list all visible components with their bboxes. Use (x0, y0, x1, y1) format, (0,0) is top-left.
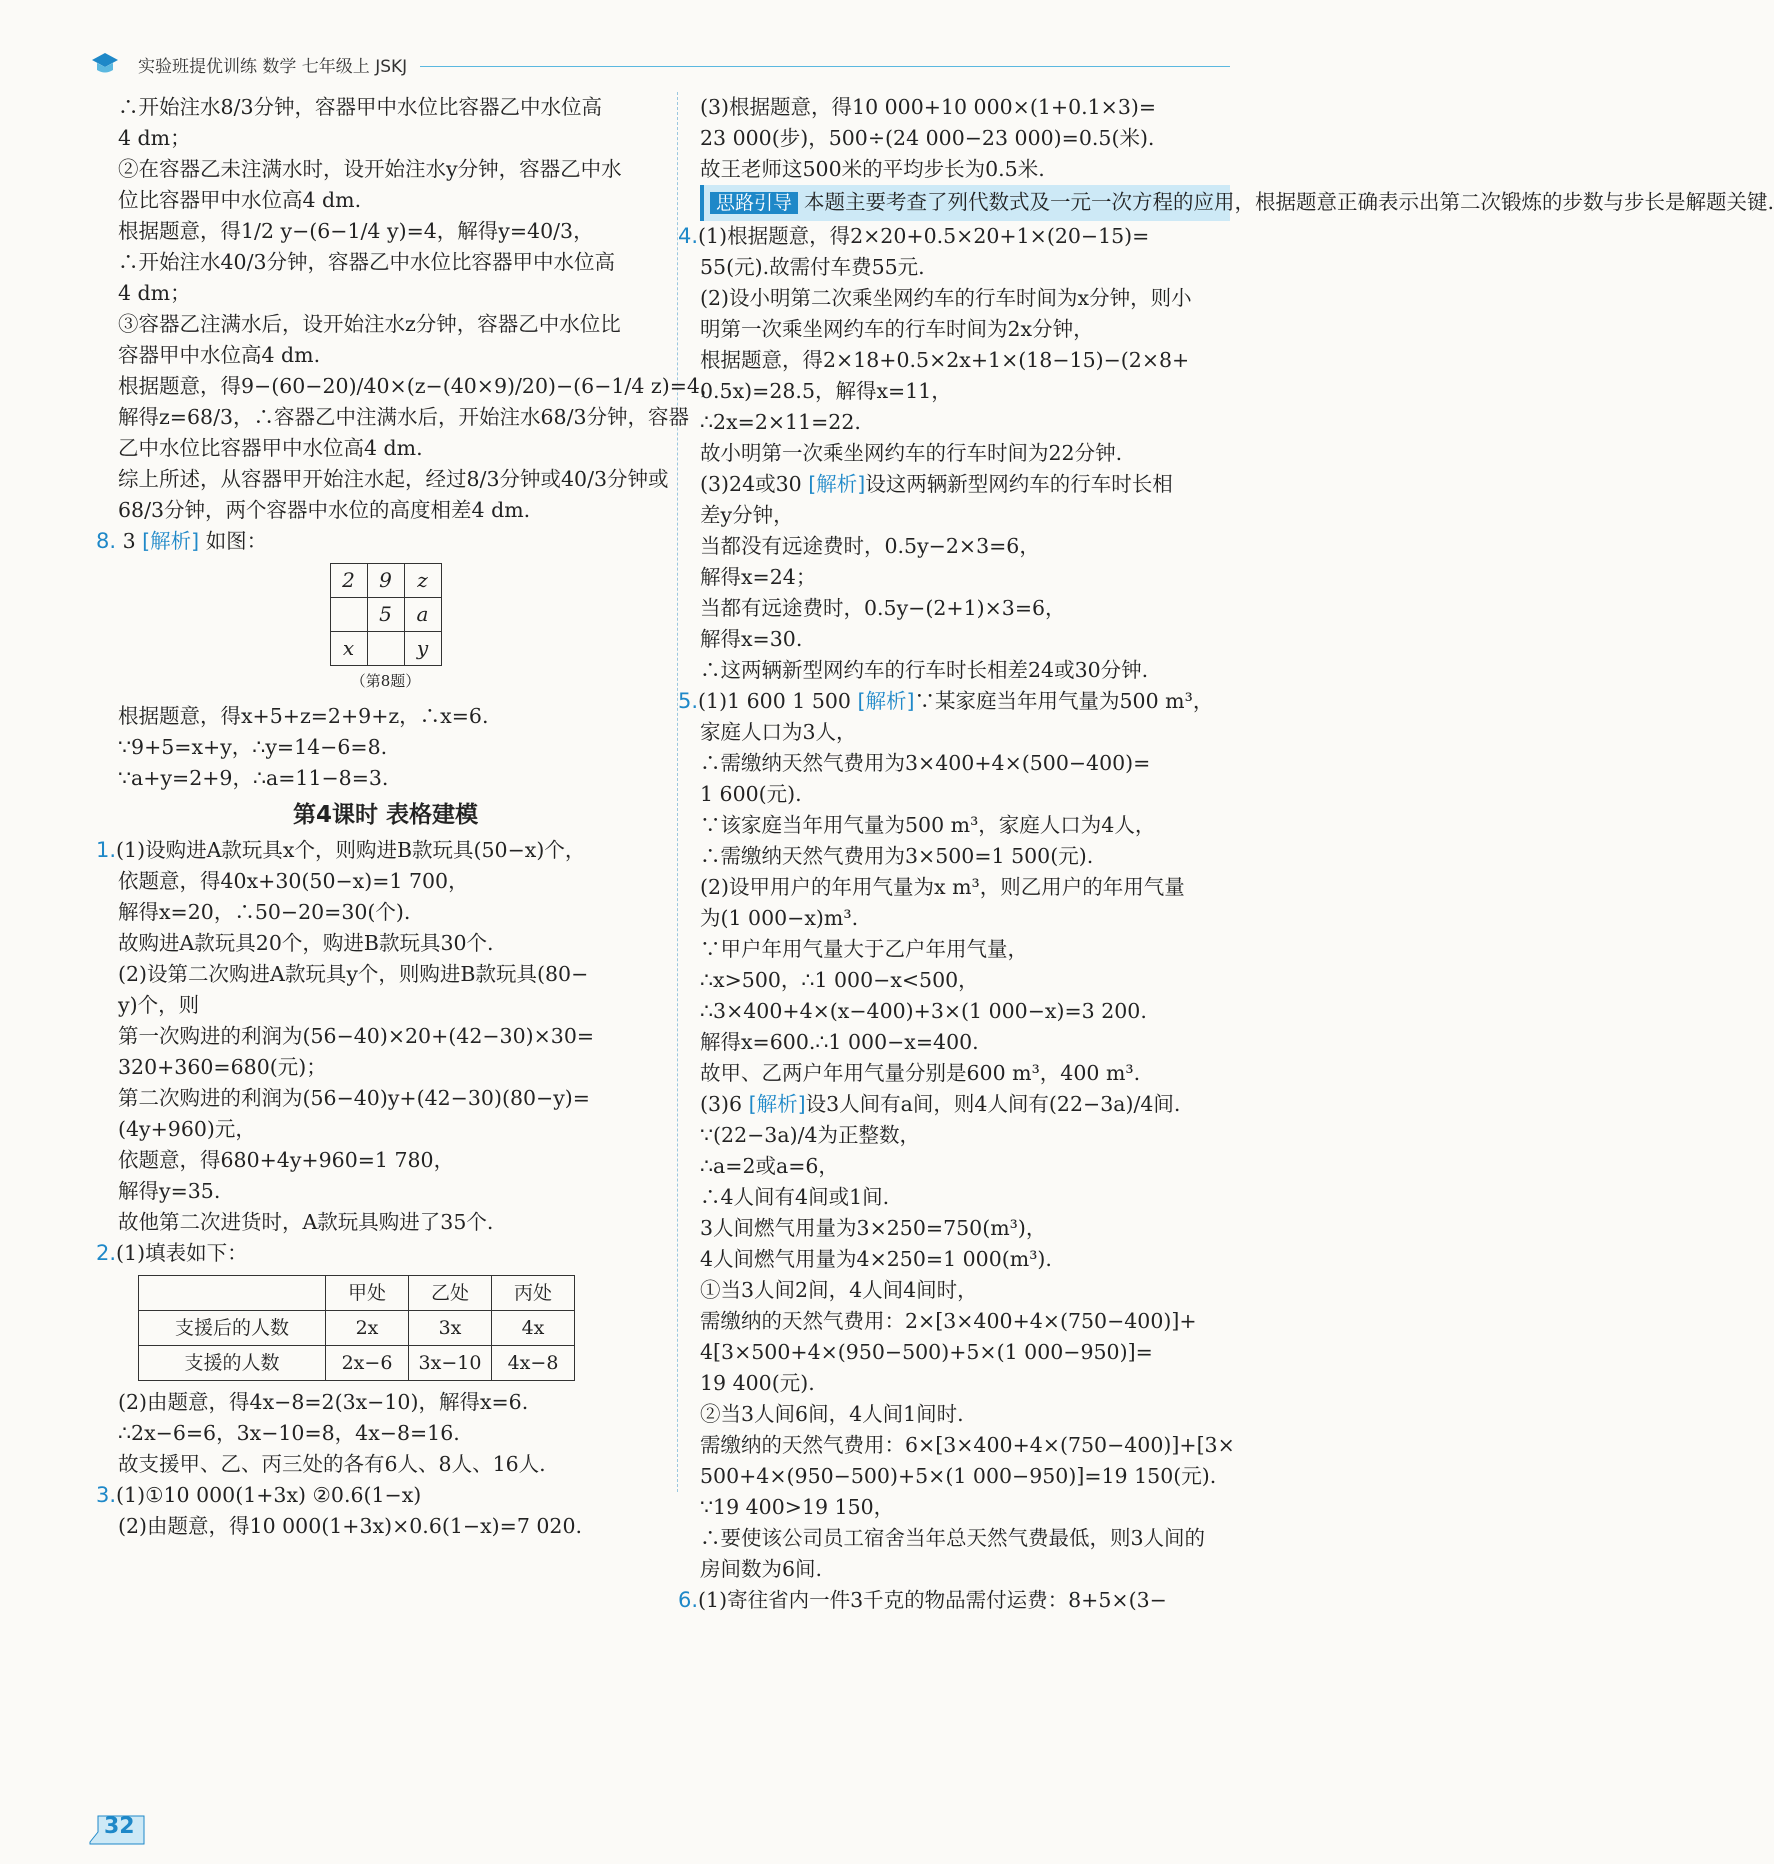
text-line: 4 dm； (118, 281, 191, 305)
text-line: 故甲、乙两户年用气量分别是600 m³，400 m³. (700, 1061, 1141, 1085)
text-line: ∴需缴纳天然气费用为3×400+4×(500−400)= (700, 751, 1151, 775)
text-line: (1)设购进A款玩具x个，则购进B款玩具(50−x)个， (116, 838, 586, 862)
right-column (678, 92, 1774, 1616)
text-line: y)个，则 (118, 993, 200, 1017)
question-2 (96, 1238, 653, 1480)
text-line: ∵(22−3a)/4为正整数， (700, 1123, 921, 1147)
text-line: ②在容器乙未注满水时，设开始注水y分钟，容器乙中水 (118, 157, 622, 181)
grid-cell: z (404, 564, 441, 598)
text-line: 根据题意，得1/2 y−(6−1/4 y)=4，解得y=40/3， (118, 219, 594, 243)
text-line: ②当3人间6间，4人间1间时. (700, 1402, 964, 1426)
text-line: ∴2x=2×11=22. (700, 410, 861, 434)
text-line: (2)设第二次购进A款玩具y个，则购进B款玩具(80− (118, 962, 589, 986)
text-line: 解得x=600.∴1 000−x=400. (700, 1030, 979, 1054)
text-line: 差y分钟， (700, 503, 794, 527)
text-line: 故王老师这500米的平均步长为0.5米. (700, 157, 1045, 181)
text-line: ∵9+5=x+y，∴y=14−6=8. (118, 735, 388, 759)
text-line: 位比容器甲中水位高4 dm. (118, 188, 362, 212)
table-row (139, 1346, 575, 1381)
q3-continuation (700, 92, 1230, 185)
text-line: 23 000(步)，500÷(24 000−23 000)=0.5(米). (700, 126, 1155, 150)
answer: (3)6 (700, 1092, 743, 1116)
page-number: 32 (104, 1814, 135, 1839)
text-line: 19 400(元). (700, 1371, 815, 1395)
table-cell: 3x (409, 1311, 492, 1346)
question-3 (96, 1480, 653, 1542)
section-title: 第4课时 表格建模 (292, 802, 478, 828)
text-line: (4y+960)元， (118, 1117, 256, 1141)
q7-continuation (118, 92, 721, 526)
table-cell: 2x (326, 1311, 409, 1346)
answer: 3 (122, 529, 136, 553)
table-cell: 2x−6 (326, 1346, 409, 1381)
text-line: ∴开始注水40/3分钟，容器乙中水位比容器甲中水位高 (118, 250, 616, 274)
text-line: ∵a+y=2+9，∴a=11−8=3. (118, 766, 389, 790)
text-line: 需缴纳的天然气费用：6×[3×400+4×(750−400)]+[3× (700, 1433, 1235, 1457)
text-line: 房间数为6间. (700, 1557, 823, 1581)
question-1 (96, 835, 653, 1238)
question-number: 8. (96, 529, 117, 553)
text-line: 第二次购进的利润为(56−40)y+(42−30)(80−y)= (118, 1086, 590, 1110)
table-cell: 支援的人数 (139, 1346, 326, 1381)
text-line: ∴这两辆新型网约车的行车时长相差24或30分钟. (700, 658, 1149, 682)
table-cell: 4x−8 (492, 1346, 575, 1381)
text-line: (2)由题意，得4x−8=2(3x−10)，解得x=6. (118, 1390, 529, 1414)
text-line: (1)①10 000(1+3x) ②0.6(1−x) (116, 1483, 422, 1507)
text-line: ∴开始注水8/3分钟，容器甲中水位比容器乙中水位高 (118, 95, 602, 119)
lead-text: (1)填表如下： (116, 1241, 248, 1265)
text-line: 0.5x)=28.5，解得x=11， (700, 379, 952, 403)
text-line: ∴2x−6=6，3x−10=8，4x−8=16. (118, 1421, 460, 1445)
text-line: 4人间燃气用量为4×250=1 000(m³). (700, 1247, 1052, 1271)
text-line: 根据题意，得2×18+0.5×2x+1×(18−15)−(2×8+ (700, 348, 1190, 372)
text-line: (1)根据题意，得2×20+0.5×20+1×(20−15)= (698, 224, 1150, 248)
question-number: 4. (678, 224, 699, 248)
text-line: (1)寄往省内一件3千克的物品需付运费：8+5×(3− (698, 1588, 1167, 1612)
text-line: 根据题意，得9−(60−20)/40×(z−(40×9)/20)−(6−1/4 z)=4， (118, 374, 721, 398)
text-line: ③容器乙注满水后，设开始注水z分钟，容器乙中水位比 (118, 312, 621, 336)
figure-caption: （第8题） (350, 672, 421, 690)
lead-text: ∵某家庭当年用气量为500 m³， (914, 689, 1214, 713)
text-line: (2)设甲用户的年用气量为x m³，则乙用户的年用气量 (700, 875, 1185, 899)
text-line: 320+360=680(元)； (118, 1055, 327, 1079)
question-number: 2. (96, 1241, 117, 1265)
lead-text: 如图： (205, 529, 268, 553)
hint-text: 本题主要考查了列代数式及一元一次方程的应用，根据题意正确表示出第二次锻炼的步数与步长是解题关键. (804, 190, 1774, 214)
header-title: 实验班提优训练 数学 七年级上 JSKJ (138, 57, 408, 77)
text-line: 当都没有远途费时，0.5y−2×3=6， (700, 534, 1040, 558)
text-line: 500+4×(950−500)+5×(1 000−950)]=19 150(元). (700, 1464, 1217, 1488)
text-line: ∴需缴纳天然气费用为3×500=1 500(元). (700, 844, 1094, 868)
analysis-tag: [解析] (748, 1092, 806, 1116)
answer: (1)1 600 1 500 (698, 689, 851, 713)
left-column (96, 92, 721, 1542)
page-number-badge (88, 1812, 148, 1848)
question-number: 1. (96, 838, 117, 862)
grid-cell (330, 598, 367, 632)
answer: (3)24或30 (700, 472, 802, 496)
text-line: (2)设小明第二次乘坐网约车的行车时间为x分钟，则小 (700, 286, 1192, 310)
analysis-tag: [解析] (142, 529, 200, 553)
text-line: 55(元).故需付车费55元. (700, 255, 925, 279)
table-cell: 3x−10 (409, 1346, 492, 1381)
text-line: 68/3分钟，两个容器中水位的高度相差4 dm. (118, 498, 531, 522)
table-header: 乙处 (409, 1276, 492, 1311)
text-line: 为(1 000−x)m³. (700, 906, 859, 930)
aid-table (138, 1275, 575, 1381)
text-line: 解得z=68/3，∴容器乙中注满水后，开始注水68/3分钟，容器 (118, 405, 690, 429)
text-line: (2)由题意，得10 000(1+3x)×0.6(1−x)=7 020. (118, 1514, 583, 1538)
text-line: ①当3人间2间，4人间4间时， (700, 1278, 978, 1302)
question-number: 5. (678, 689, 699, 713)
question-5 (678, 686, 1235, 1585)
question-6 (678, 1585, 1230, 1616)
text-line: 故购进A款玩具20个，购进B款玩具30个. (118, 931, 494, 955)
question-number: 3. (96, 1483, 117, 1507)
text-line: 综上所述，从容器甲开始注水起，经过8/3分钟或40/3分钟或 (118, 467, 669, 491)
grid-cell: 9 (367, 564, 404, 598)
text-line: ∵19 400>19 150， (700, 1495, 895, 1519)
text-line: ∵该家庭当年用气量为500 m³，家庭人口为4人， (700, 813, 1156, 837)
column-divider (677, 92, 678, 1492)
text-line: 解得x=24； (700, 565, 817, 589)
text-line: ∴a=2或a=6， (700, 1154, 839, 1178)
text-line: 容器甲中水位高4 dm. (118, 343, 321, 367)
text-line: 第一次购进的利润为(56−40)×20+(42−30)×30= (118, 1024, 595, 1048)
text-line: 3人间燃气用量为3×250=750(m³)， (700, 1216, 1047, 1240)
magic-square-grid (330, 563, 442, 666)
grid-cell: a (404, 598, 441, 632)
table-row (139, 1311, 575, 1346)
text-line: 依题意，得680+4y+960=1 780， (118, 1148, 455, 1172)
analysis-tag: [解析] (808, 472, 866, 496)
text-line: 当都有远途费时，0.5y−(2+1)×3=6， (700, 596, 1066, 620)
header-rule (420, 66, 1230, 67)
text-line: 明第一次乘坐网约车的行车时间为2x分钟， (700, 317, 1094, 341)
table-cell: 4x (492, 1311, 575, 1346)
text-line: 家庭人口为3人， (700, 720, 857, 744)
hint-box (700, 185, 1774, 221)
lead-text: 设3人间有a间，则4人间有(22−3a)/4间. (805, 1092, 1181, 1116)
table-cell: 支援后的人数 (139, 1311, 326, 1346)
text-line: 4 dm； (118, 126, 191, 150)
table-header (139, 1276, 326, 1311)
text-line: 故小明第一次乘坐网约车的行车时间为22分钟. (700, 441, 1123, 465)
text-line: 根据题意，得x+5+z=2+9+z，∴x=6. (118, 704, 489, 728)
hint-tag: 思路引导 (710, 192, 798, 214)
text-line: 解得x=30. (700, 627, 803, 651)
analysis-tag: [解析] (857, 689, 915, 713)
text-line: 依题意，得40x+30(50−x)=1 700， (118, 869, 469, 893)
text-line: 乙中水位比容器甲中水位高4 dm. (118, 436, 423, 460)
grid-cell: x (330, 632, 367, 666)
question-8 (96, 526, 653, 794)
text-line: ∴x>500，∴1 000−x<500， (700, 968, 979, 992)
grid-cell (367, 632, 404, 666)
page-header (90, 44, 1230, 84)
grid-cell: y (404, 632, 441, 666)
text-line: ∵甲户年用气量大于乙户年用气量， (700, 937, 1028, 961)
text-line: 需缴纳的天然气费用：2×[3×400+4×(750−400)]+ (700, 1309, 1197, 1333)
question-4 (678, 221, 1230, 686)
text-line: ∴要使该公司员工宿舍当年总天然气费最低，则3人间的 (700, 1526, 1206, 1550)
text-line: (3)根据题意，得10 000+10 000×(1+0.1×3)= (700, 95, 1157, 119)
text-line: 故他第二次进货时，A款玩具购进了35个. (118, 1210, 494, 1234)
text-line: 故支援甲、乙、丙三处的各有6人、8人、16人. (118, 1452, 546, 1476)
text-line: 1 600(元). (700, 782, 802, 806)
text-line: ∴3×400+4×(x−400)+3×(1 000−x)=3 200. (700, 999, 1147, 1023)
text-line: ∴4人间有4间或1间. (700, 1185, 890, 1209)
lead-text: 设这两辆新型网约车的行车时长相 (865, 472, 1173, 496)
table-header-row (139, 1276, 575, 1311)
table-header: 丙处 (492, 1276, 575, 1311)
text-line: 4[3×500+4×(950−500)+5×(1 000−950)]= (700, 1340, 1153, 1364)
book-logo-icon (90, 48, 120, 78)
text-line: 解得x=20，∴50−20=30(个). (118, 900, 411, 924)
question-number: 6. (678, 1588, 699, 1612)
grid-cell: 2 (330, 564, 367, 598)
grid-cell: 5 (367, 598, 404, 632)
text-line: 解得y=35. (118, 1179, 221, 1203)
table-header: 甲处 (326, 1276, 409, 1311)
